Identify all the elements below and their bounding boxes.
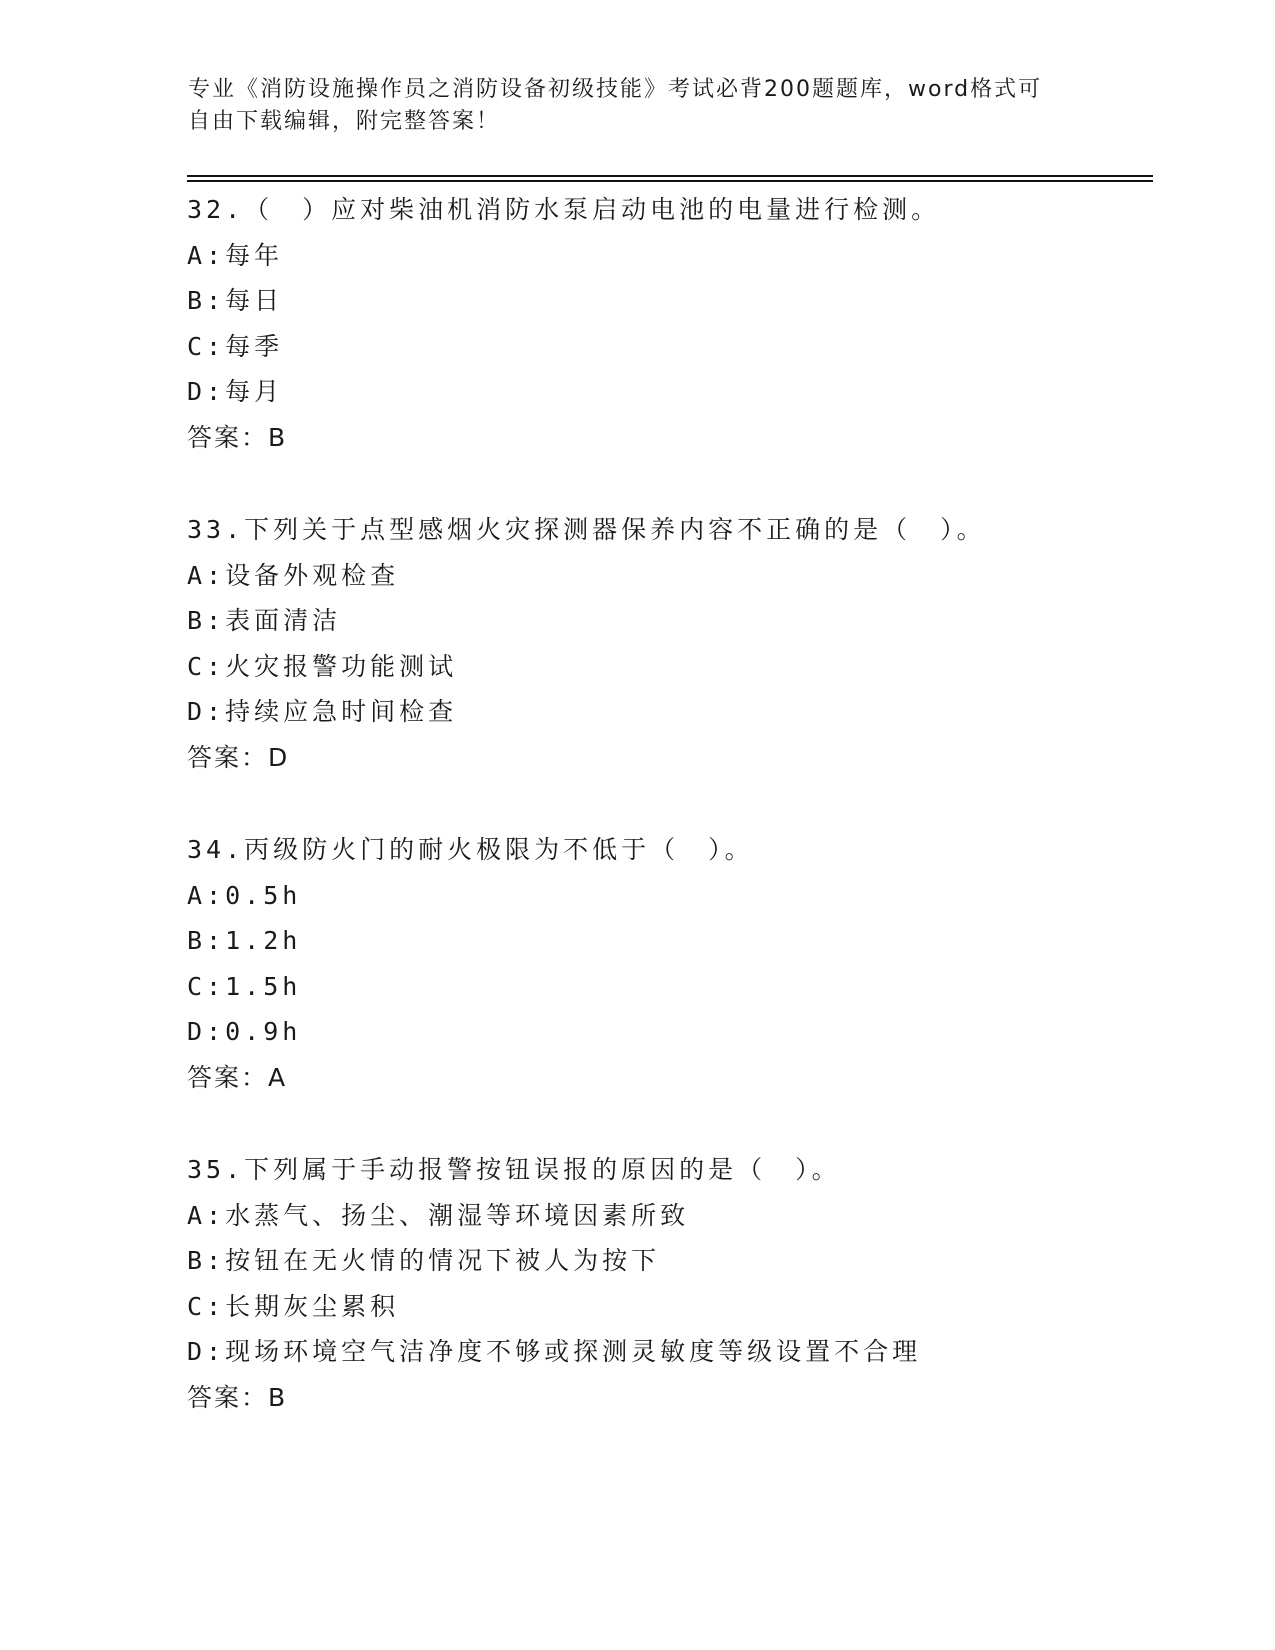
question-34	[187, 827, 1147, 1100]
answer-line: 答案：D	[187, 742, 290, 772]
option-d: D:现场环境空气洁净度不够或探测灵敏度等级设置不合理	[187, 1337, 922, 1366]
option-c: C:长期灰尘累积	[187, 1291, 400, 1321]
header-line-1: 专业《消防设施操作员之消防设备初级技能》考试必背200题题库，word格式可	[188, 77, 1043, 102]
option-c: C:1.5h	[187, 971, 302, 1001]
option-b: B:每日	[187, 286, 284, 315]
question-stem: 34.丙级防火门的耐火极限为不低于（ ）。	[187, 835, 754, 864]
answer-line: 答案：B	[187, 1382, 288, 1412]
question-35	[187, 1147, 1147, 1420]
option-b: B:按钮在无火情的情况下被人为按下	[187, 1246, 661, 1275]
option-b: B:1.2h	[187, 926, 302, 955]
question-list	[187, 187, 1147, 1467]
option-d: D:每月	[187, 377, 284, 406]
header-divider-top	[187, 175, 1153, 177]
header-divider-bottom	[187, 180, 1153, 182]
option-d: D:0.9h	[187, 1017, 302, 1046]
option-c: C:火灾报警功能测试	[187, 651, 458, 681]
question-33	[187, 507, 1147, 780]
question-32	[187, 187, 1147, 460]
answer-line: 答案：B	[187, 422, 288, 452]
option-c: C:每季	[187, 331, 284, 361]
answer-line: 答案：A	[187, 1062, 288, 1092]
question-stem: 32.（ ）应对柴油机消防水泵启动电池的电量进行检测。	[187, 195, 941, 224]
question-stem: 35.下列属于手动报警按钮误报的原因的是（ ）。	[187, 1155, 841, 1184]
option-a: A:每年	[187, 240, 284, 270]
document-header	[188, 74, 1088, 138]
option-a: A:0.5h	[187, 880, 302, 910]
header-line-2: 自由下载编辑，附完整答案！	[188, 109, 501, 134]
option-b: B:表面清洁	[187, 606, 342, 635]
question-stem: 33.下列关于点型感烟火灾探测器保养内容不正确的是（ ）。	[187, 515, 986, 544]
option-a: A:设备外观检查	[187, 560, 400, 590]
option-d: D:持续应急时间检查	[187, 697, 458, 726]
option-a: A:水蒸气、扬尘、潮湿等环境因素所致	[187, 1200, 690, 1230]
